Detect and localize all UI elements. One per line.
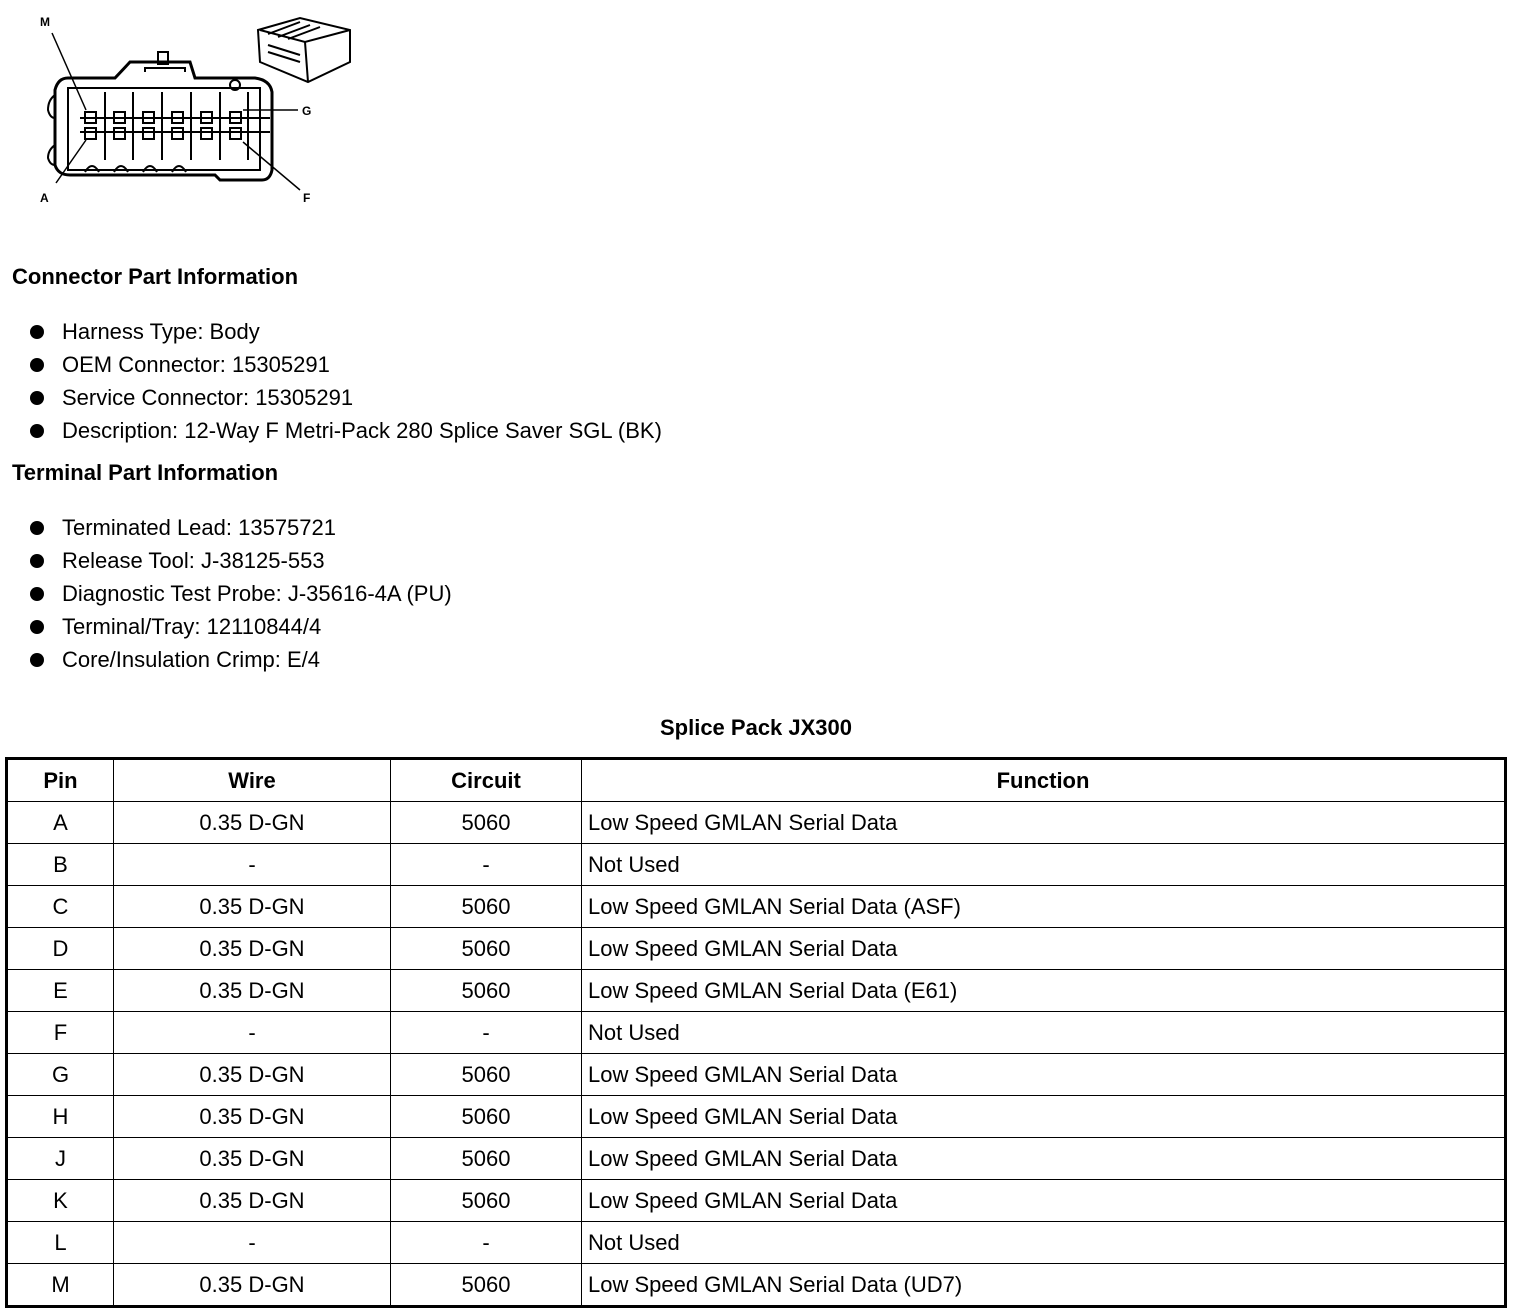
header-wire: Wire (114, 759, 391, 802)
cell-circuit: 5060 (391, 1138, 582, 1180)
table-row (7, 1222, 1506, 1264)
cell-pin: M (7, 1264, 114, 1307)
cell-function: Low Speed GMLAN Serial Data (582, 1138, 1506, 1180)
cell-wire: 0.35 D-GN (114, 1054, 391, 1096)
list-item (30, 577, 452, 610)
pin-label-m: M (40, 15, 50, 29)
terminal-info-heading: Terminal Part Information (12, 460, 279, 485)
table-row (7, 1054, 1506, 1096)
cell-pin: F (7, 1012, 114, 1054)
header-function: Function (582, 759, 1506, 802)
cell-function: Low Speed GMLAN Serial Data (582, 928, 1506, 970)
cell-circuit: 5060 (391, 886, 582, 928)
cell-wire: 0.35 D-GN (114, 1264, 391, 1307)
bullet-icon (30, 424, 44, 438)
cell-circuit: - (391, 1222, 582, 1264)
list-item (30, 511, 452, 544)
cell-function: Low Speed GMLAN Serial Data (ASF) (582, 886, 1506, 928)
cell-wire: 0.35 D-GN (114, 802, 391, 844)
cell-circuit: 5060 (391, 1054, 582, 1096)
pinout-table (5, 757, 1507, 1308)
cell-circuit: 5060 (391, 1264, 582, 1307)
bullet-icon (30, 587, 44, 601)
cell-wire: 0.35 D-GN (114, 1138, 391, 1180)
cell-function: Not Used (582, 844, 1506, 886)
list-item-text: OEM Connector: 15305291 (62, 352, 330, 377)
cell-pin: G (7, 1054, 114, 1096)
list-item-text: Release Tool: J-38125-553 (62, 548, 325, 573)
cell-circuit: 5060 (391, 802, 582, 844)
list-item (30, 544, 452, 577)
list-item-text: Description: 12-Way F Metri-Pack 280 Splice Saver SGL (BK) (62, 418, 662, 443)
cell-pin: D (7, 928, 114, 970)
list-item (30, 381, 662, 414)
list-item (30, 643, 452, 676)
table-row (7, 844, 1506, 886)
cell-function: Not Used (582, 1222, 1506, 1264)
cell-function: Low Speed GMLAN Serial Data (582, 1180, 1506, 1222)
pin-label-a: A (40, 191, 49, 205)
table-row (7, 1138, 1506, 1180)
terminal-info-list (30, 511, 452, 676)
cell-function: Not Used (582, 1012, 1506, 1054)
list-item (30, 610, 452, 643)
cell-wire: 0.35 D-GN (114, 970, 391, 1012)
list-item-text: Service Connector: 15305291 (62, 385, 354, 410)
list-item (30, 414, 662, 447)
table-row (7, 802, 1506, 844)
cell-pin: H (7, 1096, 114, 1138)
cell-circuit: 5060 (391, 1096, 582, 1138)
bullet-icon (30, 358, 44, 372)
list-item (30, 348, 662, 381)
cell-circuit: 5060 (391, 1180, 582, 1222)
bullet-icon (30, 554, 44, 568)
header-circuit: Circuit (391, 759, 582, 802)
pin-label-f: F (303, 191, 311, 205)
table-row (7, 1012, 1506, 1054)
cell-wire: - (114, 1222, 391, 1264)
list-item-text: Diagnostic Test Probe: J-35616-4A (PU) (62, 581, 452, 606)
list-item-text: Terminal/Tray: 12110844/4 (62, 614, 322, 639)
list-item-text: Core/Insulation Crimp: E/4 (62, 647, 320, 672)
list-item-text: Terminated Lead: 13575721 (62, 515, 336, 540)
cell-function: Low Speed GMLAN Serial Data (UD7) (582, 1264, 1506, 1307)
table-header-row (7, 759, 1506, 802)
cell-function: Low Speed GMLAN Serial Data (E61) (582, 970, 1506, 1012)
cell-function: Low Speed GMLAN Serial Data (582, 1054, 1506, 1096)
table-title: Splice Pack JX300 (659, 715, 853, 740)
table-row (7, 970, 1506, 1012)
table-row (7, 928, 1506, 970)
cell-wire: - (114, 844, 391, 886)
cell-function: Low Speed GMLAN Serial Data (582, 1096, 1506, 1138)
header-pin: Pin (7, 759, 114, 802)
cell-wire: - (114, 1012, 391, 1054)
cell-circuit: 5060 (391, 928, 582, 970)
bullet-icon (30, 521, 44, 535)
cell-wire: 0.35 D-GN (114, 886, 391, 928)
cell-pin: K (7, 1180, 114, 1222)
bullet-icon (30, 653, 44, 667)
connector-diagram (0, 0, 380, 220)
cell-pin: J (7, 1138, 114, 1180)
bullet-icon (30, 391, 44, 405)
connector-info-list (30, 315, 662, 447)
cell-circuit: 5060 (391, 970, 582, 1012)
pin-label-g: G (302, 104, 312, 118)
cell-pin: A (7, 802, 114, 844)
cell-pin: L (7, 1222, 114, 1264)
cell-wire: 0.35 D-GN (114, 928, 391, 970)
table-row (7, 1180, 1506, 1222)
cell-pin: B (7, 844, 114, 886)
cell-wire: 0.35 D-GN (114, 1096, 391, 1138)
cell-circuit: - (391, 844, 582, 886)
list-item (30, 315, 662, 348)
connector-info-heading: Connector Part Information (12, 264, 299, 289)
list-item-text: Harness Type: Body (62, 319, 260, 344)
bullet-icon (30, 325, 44, 339)
cell-function: Low Speed GMLAN Serial Data (582, 802, 1506, 844)
table-row (7, 1264, 1506, 1307)
table-row (7, 1096, 1506, 1138)
cell-circuit: - (391, 1012, 582, 1054)
cell-pin: C (7, 886, 114, 928)
cell-wire: 0.35 D-GN (114, 1180, 391, 1222)
cell-pin: E (7, 970, 114, 1012)
bullet-icon (30, 620, 44, 634)
table-row (7, 886, 1506, 928)
